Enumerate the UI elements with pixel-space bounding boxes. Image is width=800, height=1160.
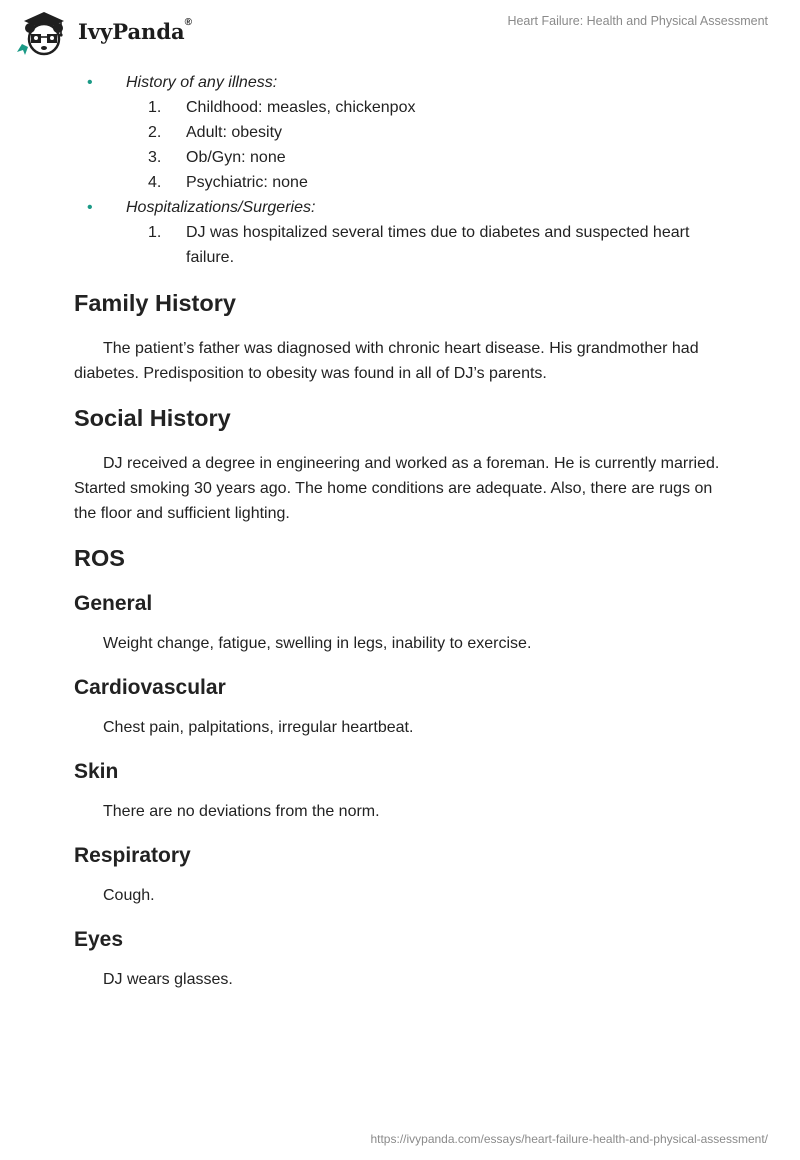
running-title: Heart Failure: Health and Physical Assessment	[507, 14, 768, 28]
family-history-text: The patient’s father was diagnosed with chronic heart disease. His grandmother had diabetes. Predisposition to obesity was found in all of DJ’s parents.	[74, 340, 699, 382]
list-item: 4. Psychiatric: none	[148, 174, 308, 191]
footer-url: https://ivypanda.com/essays/heart-failure-health-and-physical-assessment/	[370, 1132, 768, 1146]
list-item: 2. Adult: obesity	[148, 124, 283, 141]
list-item: 3. Ob/Gyn: none	[148, 149, 286, 166]
bullet-icon: •	[87, 74, 93, 91]
social-history-text: DJ received a degree in engineering and worked as a foreman. He is currently married. Started smoking 30 years ago. The home conditions are adequate. Also, there are rugs on the floor and sufficient lighting.	[74, 455, 720, 522]
respiratory-text: Cough.	[103, 887, 155, 904]
document-body	[74, 70, 724, 992]
skin-text: There are no deviations from the norm.	[103, 803, 380, 820]
skin-heading: Skin	[74, 760, 119, 783]
illness-history-label: History of any illness:	[126, 74, 278, 91]
ros-heading: ROS	[74, 545, 125, 571]
eyes-text: DJ wears glasses.	[103, 971, 233, 988]
illness-history-item	[74, 70, 724, 195]
general-heading: General	[74, 592, 153, 615]
respiratory-heading: Respiratory	[74, 844, 191, 867]
brand-name: IvyPanda®	[78, 17, 192, 44]
general-text: Weight change, fatigue, swelling in legs, inability to exercise.	[103, 635, 532, 652]
hospitalizations-sublist	[126, 220, 724, 270]
page-header	[0, 0, 800, 60]
hospitalizations-label: Hospitalizations/Surgeries:	[126, 199, 316, 216]
cardiovascular-text: Chest pain, palpitations, irregular heartbeat.	[103, 719, 414, 736]
cardiovascular-heading: Cardiovascular	[74, 676, 226, 699]
illness-sublist	[126, 95, 724, 195]
panda-graduate-icon	[14, 8, 76, 56]
list-item: 1. Childhood: measles, chickenpox	[148, 99, 416, 116]
eyes-heading: Eyes	[74, 928, 124, 951]
list-item: 1. DJ was hospitalized several times due to diabetes and suspected heart failure.	[148, 224, 690, 266]
social-history-heading: Social History	[74, 405, 231, 431]
hospitalizations-item	[74, 195, 724, 270]
family-history-heading: Family History	[74, 290, 236, 316]
bullet-icon: •	[87, 199, 93, 216]
history-list	[74, 70, 724, 270]
